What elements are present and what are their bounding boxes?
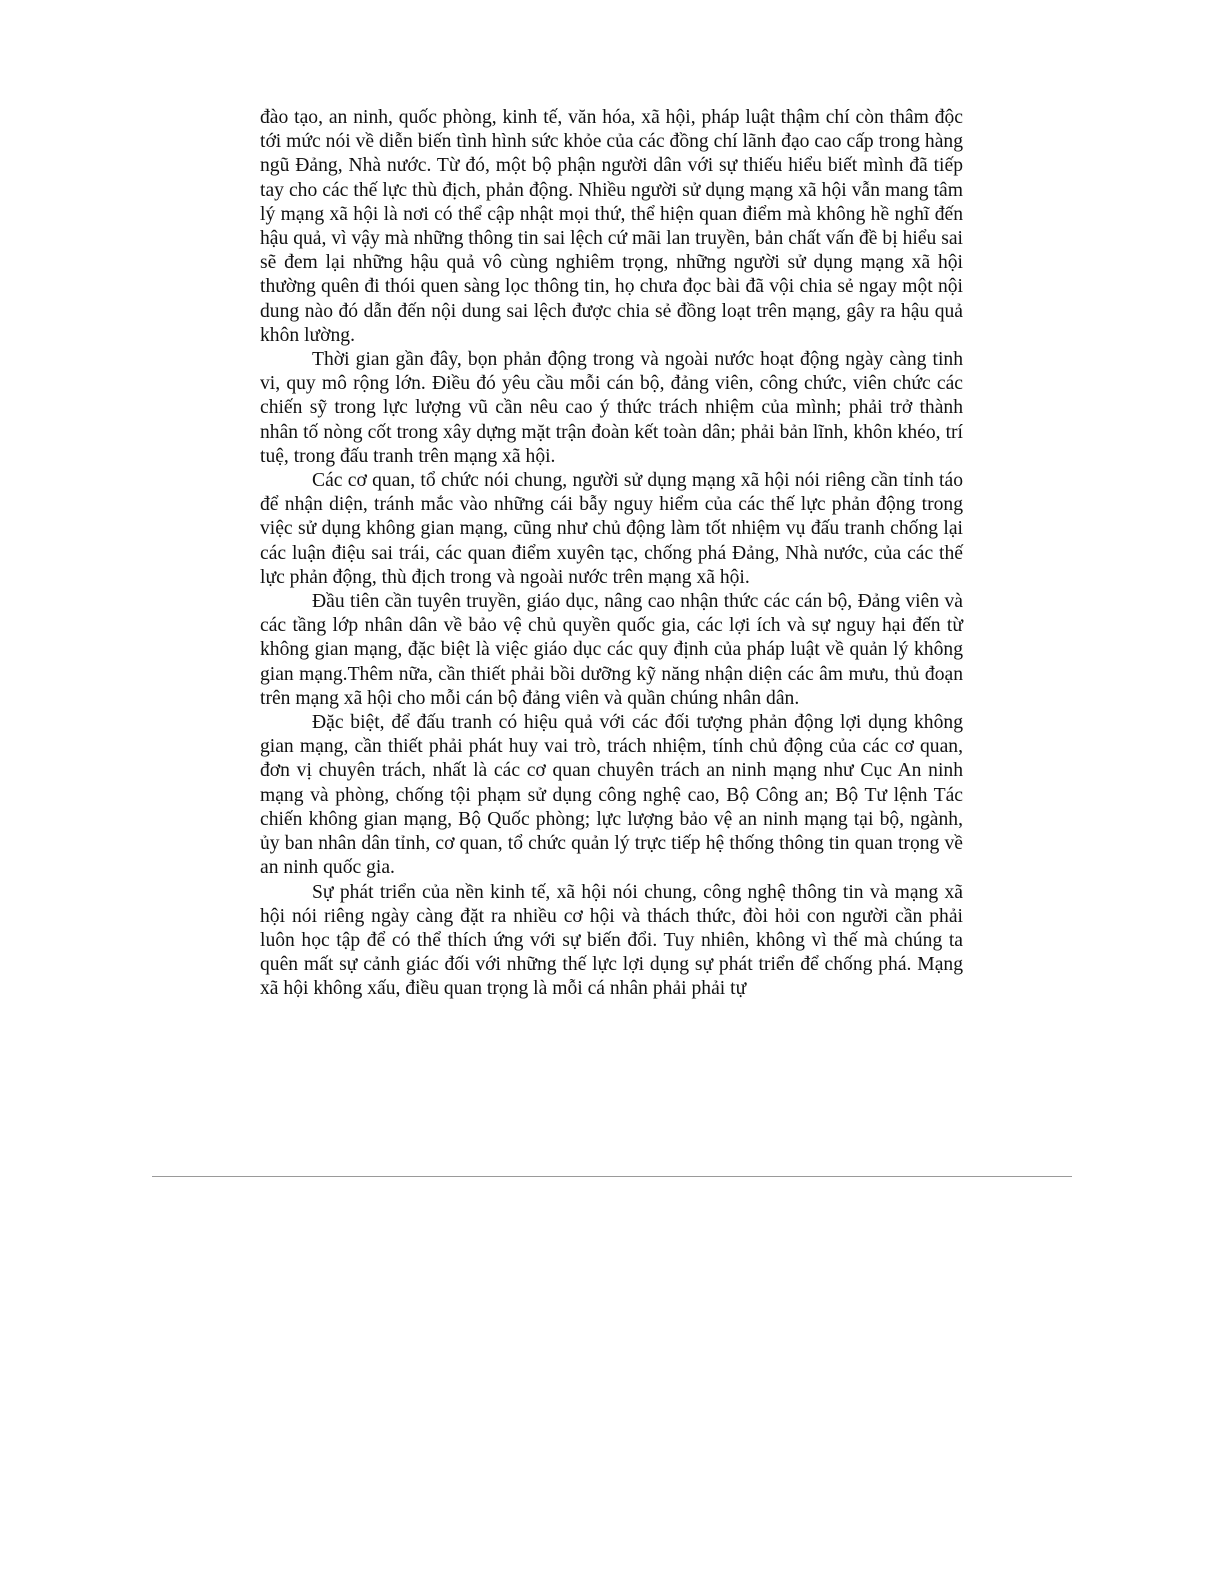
paragraph-continuation: đào tạo, an ninh, quốc phòng, kinh tế, văn hóa, xã hội, pháp luật thậm chí còn thâm độc tới mức nói về diễn biến tình hình sức khỏe của các đồng chí lãnh đạo cao cấp trong hàng ngũ Đảng, Nhà nước. Từ đó, một bộ phận người dân với sự thiếu hiểu biết mình đã tiếp tay cho các thế lực thù địch, phản động. Nhiều người sử dụng mạng xã hội vẫn mang tâm lý mạng xã hội là nơi có thể cập nhật mọi thứ, thể hiện quan điểm mà không hề nghĩ đến hậu quả, vì vậy mà những thông tin sai lệch cứ mãi lan truyền, bản chất vấn đề bị hiểu sai sẽ đem lại những hậu quả vô cùng nghiêm trọng, những người sử dụng mạng xã hội thường quên đi thói quen sàng lọc thông tin, họ chưa đọc bài đã vội chia sẻ ngay một nội dung nào đó dẫn đến nội dung sai lệch được chia sẻ đồng loạt trên mạng, gây ra hậu quả khôn lường.	[260, 107, 963, 346]
paragraph: Đặc biệt, để đấu tranh có hiệu quả với các đối tượng phản động lợi dụng không gian mạng, cần thiết phải phát huy vai trò, trách nhiệm, tính chủ động của các cơ quan, đơn vị chuyên trách, nhất là các cơ quan chuyên trách an ninh mạng như Cục An ninh mạng và phòng, chống tội phạm sử dụng công nghệ cao, Bộ Công an; Bộ Tư lệnh Tác chiến không gian mạng, Bộ Quốc phòng; lực lượng bảo vệ an ninh mạng tại bộ, ngành, ủy ban nhân dân tỉnh, cơ quan, tổ chức quản lý trực tiếp hệ thống thông tin quan trọng về an ninh quốc gia.	[260, 712, 963, 879]
page-break-line	[152, 1176, 1072, 1177]
paragraph: Thời gian gần đây, bọn phản động trong và ngoài nước hoạt động ngày càng tinh vi, quy mô rộng lớn. Điều đó yêu cầu mỗi cán bộ, đảng viên, công chức, viên chức các chiến sỹ trong lực lượng vũ cần nêu cao ý thức trách nhiệm của mình; phải trở thành nhân tố nòng cốt trong xây dựng mặt trận đoàn kết toàn dân; phải bản lĩnh, khôn khéo, trí tuệ, trong đấu tranh trên mạng xã hội.	[260, 349, 963, 467]
body-text	[260, 106, 963, 1002]
paragraph: Sự phát triển của nền kinh tế, xã hội nói chung, công nghệ thông tin và mạng xã hội nói riêng ngày càng đặt ra nhiều cơ hội và thách thức, đòi hỏi con người cần phải luôn học tập để có thể thích ứng với sự biến đổi. Tuy nhiên, không vì thế mà chúng ta quên mất sự cảnh giác đối với những thế lực lợi dụng sự phát triển để chống phá. Mạng xã hội không xấu, điều quan trọng là mỗi cá nhân phải phải tự	[260, 881, 963, 1000]
paragraph: Các cơ quan, tổ chức nói chung, người sử dụng mạng xã hội nói riêng cần tỉnh táo để nhận diện, tránh mắc vào những cái bẫy nguy hiểm của các thế lực phản động trong việc sử dụng không gian mạng, cũng như chủ động làm tốt nhiệm vụ đấu tranh chống lại các luận điệu sai trái, các quan điểm xuyên tạc, chống phá Đảng, Nhà nước, của các thế lực phản động, thù địch trong và ngoài nước trên mạng xã hội.	[260, 470, 963, 588]
paragraph: Đầu tiên cần tuyên truyền, giáo dục, nâng cao nhận thức các cán bộ, Đảng viên và các tầng lớp nhân dân về bảo vệ chủ quyền quốc gia, các lợi ích và sự nguy hại đến từ không gian mạng, đặc biệt là việc giáo dục các quy định của pháp luật về quản lý không gian mạng.Thêm nữa, cần thiết phải bồi dưỡng kỹ năng nhận diện các âm mưu, thủ đoạn trên mạng xã hội cho mỗi cán bộ đảng viên và quần chúng nhân dân.	[260, 591, 963, 709]
